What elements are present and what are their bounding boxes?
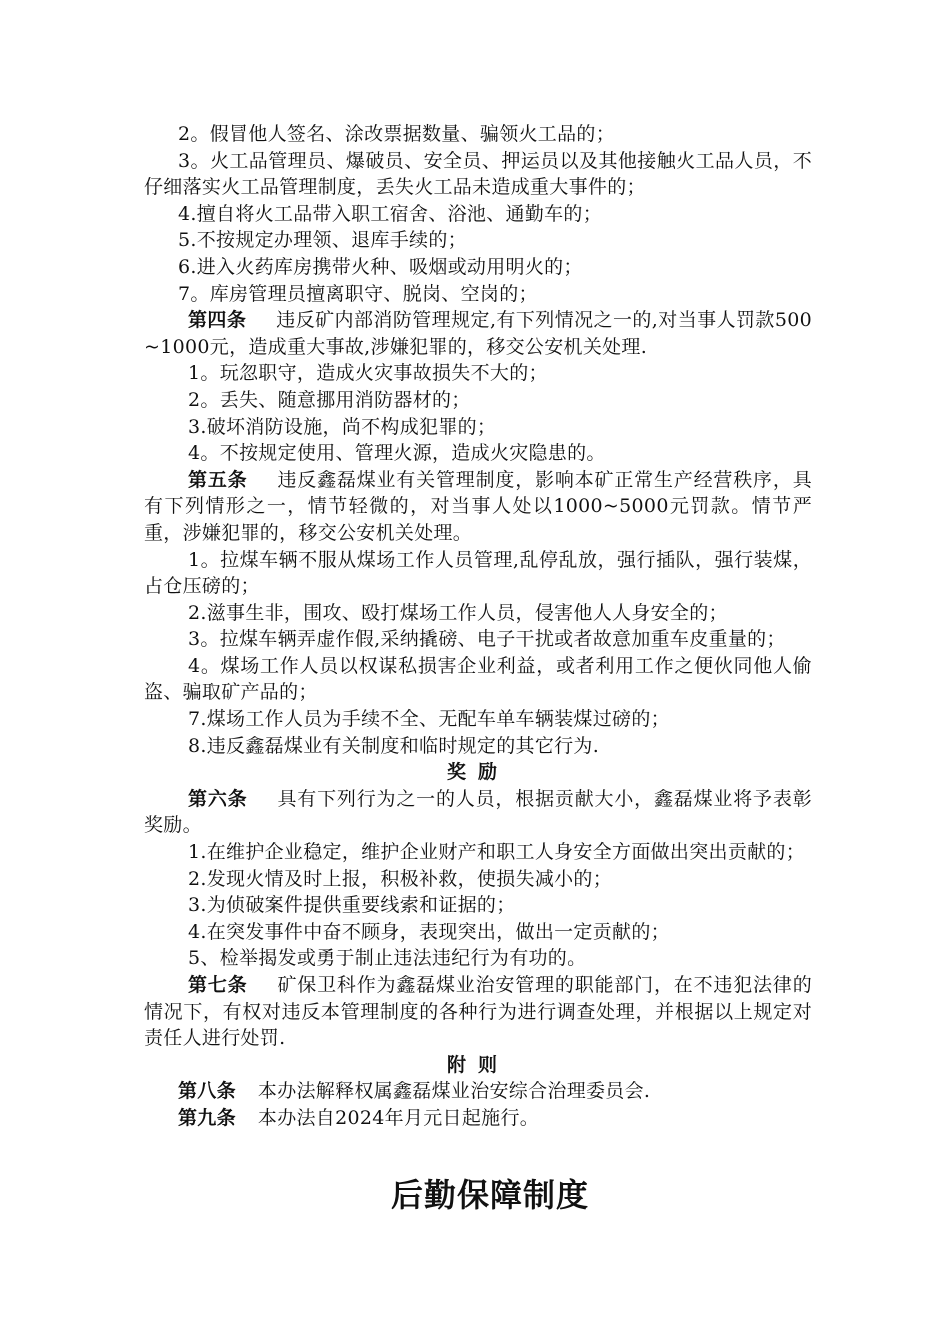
- article-6: [144, 786, 812, 839]
- list-item: 1。拉煤车辆不服从煤场工作人员管理,乱停乱放，强行插队，强行装煤，占仓压磅的；: [144, 548, 812, 598]
- list-item: 4。煤场工作人员以权谋私损害企业利益，或者利用工作之便伙同他人偷盗、骗取矿产品的；: [144, 654, 812, 704]
- next-section-title: 后勤保障制度: [390, 1176, 589, 1214]
- article-9: [144, 1105, 812, 1132]
- list-item: 4.擅自将火工品带入职工宿舍、浴池、通勤车的；: [178, 202, 603, 225]
- article-text: 违反鑫磊煤业有关管理制度，影响本矿正常生产经营秩序，具有下列情形之一，情节轻微的，对当事人处以1000~5000元罚款。情节严重，涉嫌犯罪的，移交公安机关处理。: [144, 468, 812, 544]
- list-item: 5、检举揭发或勇于制止违法违纪行为有功的。: [188, 947, 587, 970]
- list-item: 2.滋事生非，围攻、殴打煤场工作人员，侵害他人人身安全的；: [188, 601, 728, 624]
- article-label: 第六条: [188, 787, 248, 810]
- list-item: 8.违反鑫磊煤业有关制度和临时规定的其它行为.: [188, 734, 600, 757]
- list-item: 1.在维护企业稳定，维护企业财产和职工人身安全方面做出突出贡献的；: [188, 841, 806, 864]
- article-text: 本办法自2024年月元日起施行。: [257, 1106, 540, 1129]
- document-body: [144, 121, 812, 1132]
- article-label: 第五条: [188, 468, 248, 491]
- section-heading-supplementary: 附则: [446, 1053, 509, 1076]
- list-item: 4。不按规定使用、管理火源，造成火灾隐患的。: [188, 442, 606, 465]
- article-8: [144, 1078, 812, 1105]
- article-text: 违反矿内部消防管理规定,有下列情况之一的,对当事人罚款500~1000元，造成重大事故,涉嫌犯罪的，移交公安机关处理.: [144, 309, 812, 358]
- list-item: 4.在突发事件中奋不顾身，表现突出，做出一定贡献的；: [188, 920, 670, 943]
- list-item: 3.破坏消防设施，尚不构成犯罪的；: [188, 415, 497, 438]
- list-item: 3。火工品管理员、爆破员、安全员、押运员以及其他接触火工品人员，不仔细落实火工品管理制度，丢失火工品未造成重大事件的；: [144, 149, 812, 199]
- article-4: [144, 307, 812, 360]
- list-item: 3。拉煤车辆弄虚作假,采纳撬磅、电子干扰或者故意加重车皮重量的；: [188, 628, 786, 651]
- list-item: 5.不按规定办理领、退库手续的；: [178, 229, 467, 252]
- list-item: 3.为侦破案件提供重要线索和证据的；: [188, 894, 516, 917]
- list-item: 7.煤场工作人员为手续不全、无配车单车辆装煤过磅的；: [188, 708, 670, 731]
- list-item: 7。库房管理员擅离职守、脱岗、空岗的；: [178, 282, 538, 305]
- list-item: 1。玩忽职守，造成火灾事故损失不大的；: [188, 362, 548, 385]
- article-text: 矿保卫科作为鑫磊煤业治安管理的职能部门，在不违犯法律的情况下，有权对违反本管理制度的各种行为进行调查处理，并根据以上规定对责任人进行处罚.: [144, 974, 812, 1050]
- article-label: 第七条: [188, 974, 248, 996]
- list-item: 2。丢失、随意挪用消防器材的；: [188, 388, 471, 411]
- section-heading-reward: 奖励: [446, 761, 509, 784]
- article-7: [144, 972, 812, 1052]
- article-text: 本办法解释权属鑫磊煤业治安综合治理委员会.: [257, 1080, 651, 1103]
- article-5: [144, 467, 812, 547]
- list-item: 2.发现火情及时上报，积极补救，使损失减小的；: [188, 867, 613, 890]
- article-text: 具有下列行为之一的人员，根据贡献大小，鑫磊煤业将予表彰奖励。: [144, 787, 812, 837]
- list-item: 6.进入火药库房携带火种、吸烟或动用明火的；: [178, 255, 583, 278]
- article-label: 第八条: [178, 1080, 236, 1103]
- list-item: 2。假冒他人签名、涂改票据数量、骗领火工品的；: [178, 123, 615, 145]
- article-label: 第四条: [188, 309, 247, 332]
- article-label: 第九条: [178, 1106, 236, 1129]
